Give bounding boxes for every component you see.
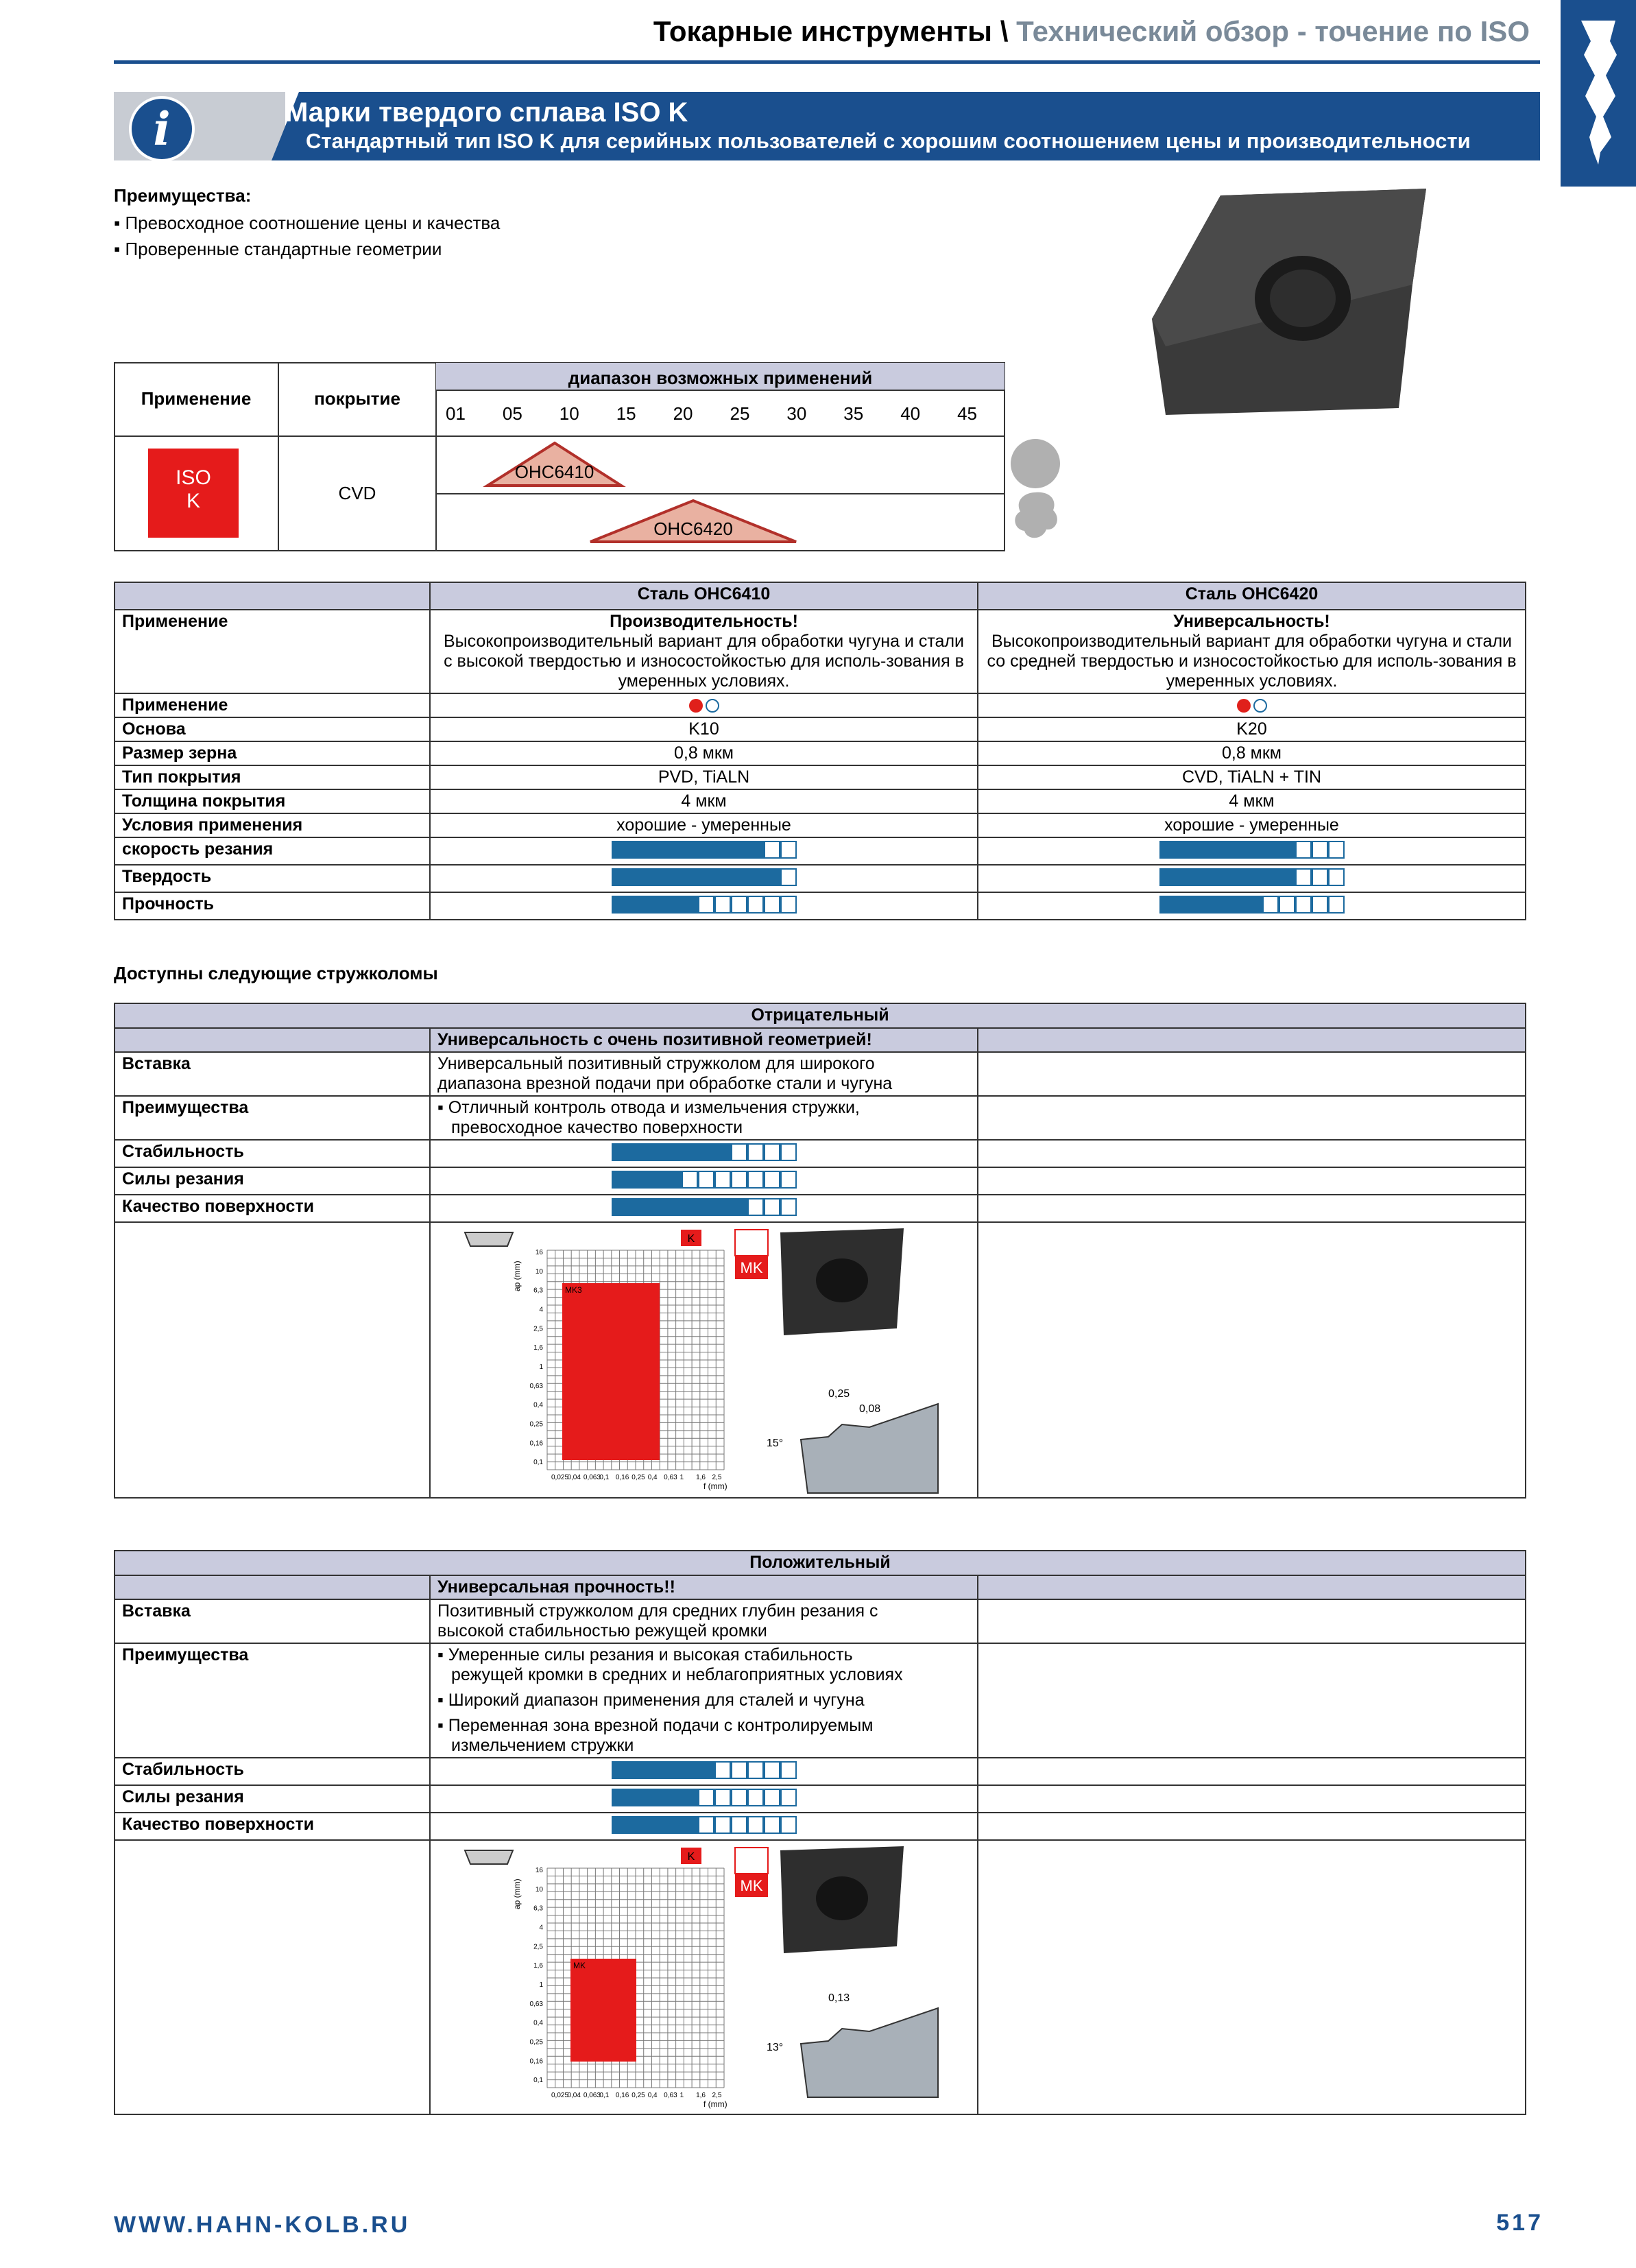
range-col-coating: покрытие bbox=[314, 388, 400, 409]
range-tick-label: 40 bbox=[900, 403, 921, 424]
y-tick-label: 0,25 bbox=[529, 2038, 543, 2046]
application-dots-1 bbox=[430, 693, 978, 717]
iso-k-label: ISO K bbox=[176, 466, 211, 512]
banner-subtitle: Стандартный тип ISO K для серийных пользователей с хорошим соотношением цены и производительности bbox=[306, 129, 1471, 153]
rating-empty-cell bbox=[714, 1816, 731, 1834]
rating-bar bbox=[1159, 841, 1345, 859]
row-label: Толщина покрытия bbox=[115, 789, 430, 813]
rating-empty-cell bbox=[1262, 896, 1279, 914]
iso-k-badge-label: K bbox=[687, 1233, 695, 1245]
text-line: Универсальный позитивный стружколом для широкого bbox=[437, 1054, 875, 1073]
edge-profile-shape bbox=[801, 2008, 938, 2097]
rating-bar bbox=[612, 896, 797, 914]
cast-iron-icon bbox=[1011, 439, 1060, 488]
rating-empty-cell bbox=[747, 1789, 764, 1806]
rating-empty-cell bbox=[764, 1816, 780, 1834]
rating-empty-cell bbox=[747, 1198, 764, 1216]
rating-empty-cell bbox=[747, 1143, 764, 1161]
y-tick-label: 4 bbox=[539, 1924, 543, 1932]
x-tick-label: 0,16 bbox=[615, 1474, 629, 1481]
rating-empty-cell bbox=[1312, 868, 1328, 886]
cell-value: 4 мкм bbox=[978, 789, 1526, 813]
y-tick-label: 1 bbox=[539, 1981, 543, 1989]
x-tick-label: 0,04 bbox=[567, 1474, 581, 1481]
range-tick-label: 45 bbox=[957, 403, 978, 424]
range-tick-label: 10 bbox=[559, 403, 579, 424]
chipbreakers-title: Доступны следующие стружколомы bbox=[114, 963, 438, 983]
rating-empty-cell bbox=[780, 1789, 797, 1806]
x-tick-label: 1 bbox=[679, 2092, 684, 2099]
rating-empty-cell bbox=[764, 841, 780, 859]
rating-empty-cell bbox=[714, 1761, 731, 1779]
text-line: высокой стабильностью режущей кромки bbox=[437, 1621, 767, 1640]
grade-label-ohc6410: OHC6410 bbox=[514, 462, 594, 482]
header-title-separator: \ bbox=[992, 15, 1017, 47]
row-label: Применение bbox=[115, 610, 430, 693]
band-title: Отрицательный bbox=[115, 1003, 1526, 1028]
text-line: ▪ Умеренные силы резания и высокая стабильность bbox=[437, 1645, 853, 1664]
rating-fill bbox=[612, 1143, 731, 1161]
mk-badge-label: MK bbox=[740, 1877, 763, 1894]
x-tick-label: 1,6 bbox=[696, 1474, 706, 1481]
coating-value: CVD bbox=[338, 483, 376, 503]
rating-fill bbox=[612, 1816, 698, 1834]
advantage-item: ▪ Проверенные стандартные геометрии bbox=[114, 239, 442, 259]
row-label: Преимущества bbox=[115, 1096, 430, 1140]
rating-empty-cell bbox=[780, 1816, 797, 1834]
rating-empty-cell bbox=[1295, 896, 1312, 914]
rating-fill bbox=[612, 1789, 698, 1806]
x-tick-label: 0,1 bbox=[599, 2092, 610, 2099]
dimension-label: 0,25 bbox=[828, 1388, 850, 1400]
text-line: ▪ Широкий диапазон применения для сталей и чугуна bbox=[437, 1691, 865, 1710]
mk-badge-label: MK bbox=[740, 1259, 763, 1276]
rating-empty-cell bbox=[731, 1143, 747, 1161]
rating-empty-cell bbox=[764, 1171, 780, 1189]
range-tick-label: 35 bbox=[843, 403, 864, 424]
rating-empty-cell bbox=[747, 1761, 764, 1779]
rating-empty-cell bbox=[1328, 896, 1345, 914]
advantage-item: ▪ Превосходное соотношение цены и качества bbox=[114, 213, 501, 233]
x-tick-label: 0,63 bbox=[664, 2092, 677, 2099]
y-tick-label: 6,3 bbox=[533, 1287, 543, 1295]
neg-subtitle: Универсальность с очень позитивной геометрией! bbox=[430, 1028, 978, 1052]
y-tick-label: 0,63 bbox=[529, 2000, 543, 2008]
rating-bar bbox=[612, 868, 797, 886]
range-tick-label: 30 bbox=[786, 403, 807, 424]
rating-bar bbox=[612, 1171, 797, 1189]
rating-empty-cell bbox=[1328, 868, 1345, 886]
x-tick-label: 0,025 bbox=[551, 1474, 569, 1481]
cell-value: PVD, TiALN bbox=[430, 765, 978, 789]
rating-empty-cell bbox=[731, 1789, 747, 1806]
rating-bar bbox=[1159, 896, 1345, 914]
x-tick-label: 0,16 bbox=[615, 2092, 629, 2099]
insert-hole bbox=[816, 1258, 868, 1302]
row-label: Стабильность bbox=[115, 1758, 430, 1785]
cell-value: 0,8 мкм bbox=[978, 741, 1526, 765]
info-icon: i bbox=[129, 96, 195, 162]
cell-value: 0,8 мкм bbox=[430, 741, 978, 765]
y-tick-label: 0,63 bbox=[529, 1382, 543, 1390]
row-label: Вставка bbox=[115, 1599, 430, 1643]
x-tick-label: 0,63 bbox=[664, 1474, 677, 1481]
header-title-sub: Технический обзор - точение по ISO bbox=[1016, 15, 1530, 47]
y-tick-label: 1 bbox=[539, 1363, 543, 1371]
rating-fill bbox=[1159, 896, 1262, 914]
range-tick-label: 25 bbox=[730, 403, 750, 424]
insert-hole bbox=[816, 1876, 868, 1920]
x-tick-label: 0,4 bbox=[647, 2092, 658, 2099]
y-tick-label: 0,16 bbox=[529, 2057, 543, 2066]
grade-label-ohc6420: OHC6420 bbox=[653, 518, 733, 539]
x-tick-label: 0,04 bbox=[567, 2092, 581, 2099]
rating-empty-cell bbox=[714, 1789, 731, 1806]
rating-empty-cell bbox=[731, 896, 747, 914]
row-label: Преимущества bbox=[115, 1643, 430, 1758]
cell-value: хорошие - умеренные bbox=[978, 813, 1526, 837]
dimension-label: 0,13 bbox=[828, 1992, 850, 2004]
grade-col-1: Сталь OHC6410 bbox=[430, 582, 978, 610]
row-label: Тип покрытия bbox=[115, 765, 430, 789]
x-tick-label: 0,025 bbox=[551, 2092, 569, 2099]
row-label: Силы резания bbox=[115, 1785, 430, 1813]
text-line: Позитивный стружколом для средних глубин резания с bbox=[437, 1601, 878, 1621]
iso-k-badge-label: K bbox=[687, 1851, 695, 1863]
rating-empty-cell bbox=[780, 868, 797, 886]
rating-empty-cell bbox=[714, 896, 731, 914]
mk-badge-top bbox=[735, 1230, 768, 1256]
rating-empty-cell bbox=[698, 896, 714, 914]
rating-empty-cell bbox=[780, 1171, 797, 1189]
row-label: Основа bbox=[115, 717, 430, 741]
grade-2-desc: Высокопроизводительный вариант для обработки чугуна и стали со средней твердостью и износостойкостью для исполь-зования в умеренных условиях. bbox=[987, 632, 1517, 691]
feed-depth-chart bbox=[458, 1226, 979, 1494]
rating-bar bbox=[612, 841, 797, 859]
red-dot-icon bbox=[1237, 699, 1251, 713]
x-tick-label: 2,5 bbox=[712, 2092, 722, 2099]
row-label: Применение bbox=[115, 693, 430, 717]
row-label: Прочность bbox=[115, 892, 430, 920]
y-tick-label: 10 bbox=[535, 1885, 543, 1894]
grade-col-2: Сталь OHC6420 bbox=[978, 582, 1526, 610]
rating-bar bbox=[612, 1143, 797, 1161]
text-line: режущей кромки в средних и неблагоприятных условиях bbox=[451, 1665, 903, 1684]
y-tick-label: 2,5 bbox=[533, 1943, 543, 1951]
rating-fill bbox=[612, 868, 780, 886]
rating-bar bbox=[612, 1789, 797, 1806]
pos-subtitle: Универсальная прочность!! bbox=[430, 1575, 978, 1599]
edge-profile-shape bbox=[801, 1404, 938, 1493]
rating-empty-cell bbox=[698, 1816, 714, 1834]
rating-empty-cell bbox=[764, 896, 780, 914]
rating-fill bbox=[612, 896, 698, 914]
rating-empty-cell bbox=[1295, 841, 1312, 859]
x-tick-label: 0,063 bbox=[583, 1474, 601, 1481]
y-tick-label: 1,6 bbox=[533, 1962, 543, 1970]
dimension-label: 0,08 bbox=[859, 1403, 881, 1415]
y-tick-label: 1,6 bbox=[533, 1344, 543, 1352]
rating-fill bbox=[612, 841, 764, 859]
drill-icon bbox=[1561, 0, 1636, 187]
grade-comparison-table bbox=[114, 582, 1526, 920]
material-icons bbox=[1008, 433, 1063, 557]
x-tick-label: 1 bbox=[679, 1474, 684, 1481]
cell-value: K20 bbox=[978, 717, 1526, 741]
rating-empty-cell bbox=[780, 1198, 797, 1216]
negative-chipbreaker-table bbox=[114, 1003, 1526, 1499]
section-banner bbox=[114, 92, 1540, 160]
feed-depth-chart bbox=[458, 1843, 979, 2112]
rating-empty-cell bbox=[780, 896, 797, 914]
y-tick-label: 4 bbox=[539, 1306, 543, 1314]
y-tick-label: 0,4 bbox=[533, 1401, 543, 1409]
text-line: ▪ Отличный контроль отвода и измельчения стружки, bbox=[437, 1098, 860, 1117]
rating-bar bbox=[612, 1198, 797, 1216]
rating-empty-cell bbox=[1295, 868, 1312, 886]
application-region bbox=[570, 1959, 636, 2062]
range-tick-label: 15 bbox=[616, 403, 636, 424]
row-label: скорость резания bbox=[115, 837, 430, 865]
rating-empty-cell bbox=[780, 1761, 797, 1779]
rating-empty-cell bbox=[714, 1171, 731, 1189]
y-tick-label: 6,3 bbox=[533, 1905, 543, 1913]
red-dot-icon bbox=[689, 699, 703, 713]
y-axis-label: ap (mm) bbox=[512, 1261, 522, 1291]
header-title-main: Токарные инструменты bbox=[653, 15, 993, 47]
rating-empty-cell bbox=[747, 1171, 764, 1189]
rating-empty-cell bbox=[1312, 896, 1328, 914]
rating-empty-cell bbox=[731, 1761, 747, 1779]
text-line: ▪ Переменная зона врезной подачи с контролируемым bbox=[437, 1716, 874, 1735]
advantages-title: Преимущества: bbox=[114, 185, 252, 206]
rating-empty-cell bbox=[764, 1789, 780, 1806]
row-label: Качество поверхности bbox=[115, 1813, 430, 1840]
x-axis-label: f (mm) bbox=[703, 2099, 727, 2109]
header-rule bbox=[114, 60, 1540, 64]
rating-empty-cell bbox=[698, 1171, 714, 1189]
x-axis-label: f (mm) bbox=[703, 1481, 727, 1491]
y-tick-label: 0,1 bbox=[533, 2077, 543, 2085]
y-tick-label: 10 bbox=[535, 1267, 543, 1276]
y-tick-label: 0,25 bbox=[529, 1420, 543, 1429]
y-axis-label: ap (mm) bbox=[512, 1878, 522, 1909]
text-line: превосходное качество поверхности bbox=[451, 1118, 743, 1137]
x-tick-label: 0,063 bbox=[583, 2092, 601, 2099]
rating-empty-cell bbox=[764, 1198, 780, 1216]
angle-label: 15° bbox=[767, 1437, 784, 1449]
mk-badge-top bbox=[735, 1848, 768, 1874]
side-tab bbox=[1561, 0, 1636, 187]
page-number: 517 bbox=[1496, 2210, 1543, 2236]
row-label: Силы резания bbox=[115, 1167, 430, 1195]
blue-ring-icon bbox=[1253, 699, 1267, 713]
rating-empty-cell bbox=[747, 896, 764, 914]
rating-empty-cell bbox=[764, 1143, 780, 1161]
row-label: Стабильность bbox=[115, 1140, 430, 1167]
application-region bbox=[562, 1283, 660, 1460]
rating-empty-cell bbox=[698, 1789, 714, 1806]
x-tick-label: 0,25 bbox=[631, 1474, 645, 1481]
x-tick-label: 2,5 bbox=[712, 1474, 722, 1481]
rating-empty-cell bbox=[1312, 841, 1328, 859]
grade-2-title: Универсальность! bbox=[1173, 612, 1330, 631]
row-label: Условия применения bbox=[115, 813, 430, 837]
page-header-title bbox=[653, 15, 1530, 48]
rating-empty-cell bbox=[780, 841, 797, 859]
angle-label: 13° bbox=[767, 2042, 784, 2053]
row-label: Твердость bbox=[115, 865, 430, 892]
grade-1-desc: Высокопроизводительный вариант для обработки чугуна и стали с высокой твердостью и износостойкостью для исполь-зования в умеренных условиях. bbox=[443, 632, 965, 691]
rating-empty-cell bbox=[731, 1816, 747, 1834]
banner-title: Марки твердого сплава ISO K bbox=[285, 97, 688, 128]
y-tick-label: 16 bbox=[535, 1249, 543, 1256]
range-tick-label: 20 bbox=[673, 403, 693, 424]
x-tick-label: 0,25 bbox=[631, 2092, 645, 2099]
rating-empty-cell bbox=[1328, 841, 1345, 859]
range-col-range: диапазон возможных применений bbox=[568, 368, 873, 388]
rating-empty-cell bbox=[764, 1761, 780, 1779]
rating-fill bbox=[1159, 868, 1295, 886]
y-tick-label: 0,4 bbox=[533, 2019, 543, 2027]
footer-url[interactable]: WWW.HAHN-KOLB.RU bbox=[114, 2212, 411, 2238]
grade-1-title: Производительность! bbox=[610, 612, 798, 631]
rating-empty-cell bbox=[1279, 896, 1295, 914]
rating-bar bbox=[612, 1761, 797, 1779]
rating-fill bbox=[1159, 841, 1295, 859]
chip-icon bbox=[1015, 492, 1057, 538]
rating-empty-cell bbox=[682, 1171, 698, 1189]
row-label: Размер зерна bbox=[115, 741, 430, 765]
blue-ring-icon bbox=[706, 699, 719, 713]
rating-empty-cell bbox=[747, 1816, 764, 1834]
insert-photo bbox=[1138, 182, 1440, 435]
y-tick-label: 0,1 bbox=[533, 1459, 543, 1467]
rating-empty-cell bbox=[780, 1143, 797, 1161]
rating-fill bbox=[612, 1198, 747, 1216]
range-col-application: Применение bbox=[141, 388, 252, 409]
band-title: Положительный bbox=[115, 1551, 1526, 1575]
row-label: Качество поверхности bbox=[115, 1195, 430, 1222]
row-label: Вставка bbox=[115, 1052, 430, 1096]
y-tick-label: 16 bbox=[535, 1867, 543, 1874]
range-tick-label: 01 bbox=[446, 403, 466, 424]
cell-value: 4 мкм bbox=[430, 789, 978, 813]
rating-bar bbox=[1159, 868, 1345, 886]
insert-profile-icon bbox=[465, 1232, 513, 1246]
application-dots-2 bbox=[978, 693, 1526, 717]
rating-fill bbox=[612, 1761, 714, 1779]
positive-chipbreaker-table bbox=[114, 1550, 1526, 2115]
text-line: диапазона врезной подачи при обработке стали и чугуна bbox=[437, 1074, 893, 1093]
cell-value: хорошие - умеренные bbox=[430, 813, 978, 837]
y-tick-label: 2,5 bbox=[533, 1325, 543, 1333]
x-tick-label: 0,1 bbox=[599, 1474, 610, 1481]
y-tick-label: 0,16 bbox=[529, 1440, 543, 1448]
rating-empty-cell bbox=[731, 1171, 747, 1189]
region-label: MK bbox=[573, 1961, 586, 1970]
x-tick-label: 1,6 bbox=[696, 2092, 706, 2099]
rating-bar bbox=[612, 1816, 797, 1834]
region-label: MK3 bbox=[565, 1285, 582, 1295]
x-tick-label: 0,4 bbox=[647, 1474, 658, 1481]
range-tick-row bbox=[436, 403, 1005, 424]
text-line: измельчением стружки bbox=[451, 1736, 634, 1755]
insert-profile-icon bbox=[465, 1850, 513, 1864]
range-tick-label: 05 bbox=[502, 403, 522, 424]
cell-value: K10 bbox=[430, 717, 978, 741]
rating-fill bbox=[612, 1171, 682, 1189]
cell-value: CVD, TiALN + TIN bbox=[978, 765, 1526, 789]
